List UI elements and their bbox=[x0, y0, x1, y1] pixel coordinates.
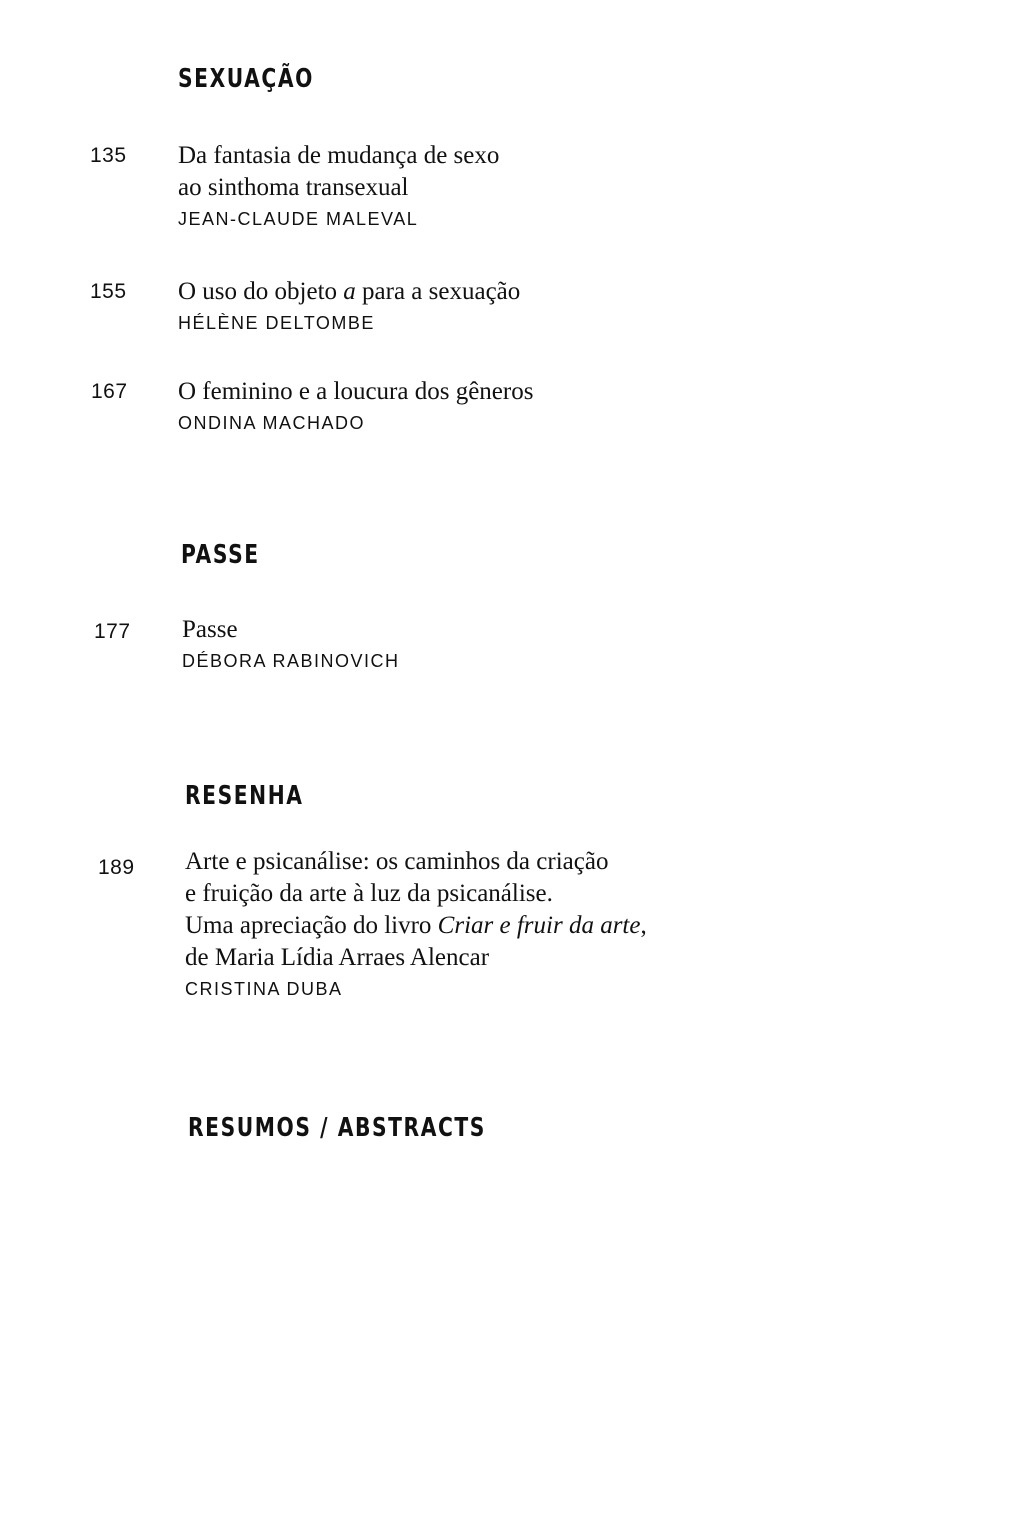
entry-title-line: O uso do objeto a para a sexuação bbox=[178, 278, 521, 305]
entry-author: JEAN-CLAUDE MALEVAL bbox=[178, 209, 419, 229]
entry-title-line: e fruição da arte à luz da psicanálise. bbox=[185, 880, 553, 907]
entry-body bbox=[185, 846, 647, 1002]
entry-title-line: Da fantasia de mudança de sexo bbox=[178, 142, 500, 169]
page-number: 189 bbox=[98, 856, 135, 879]
entry-title-line: ao sinthoma transexual bbox=[178, 174, 409, 201]
page-number: 155 bbox=[90, 280, 127, 303]
page-number: 177 bbox=[94, 620, 131, 643]
entry-title-line: Passe bbox=[182, 616, 238, 643]
entry-body bbox=[178, 276, 520, 336]
entry-body bbox=[182, 614, 400, 674]
entry-title-line: Arte e psicanálise: os caminhos da criação bbox=[185, 848, 609, 875]
entry-author: DÉBORA RABINOVICH bbox=[182, 651, 400, 671]
entry-body bbox=[178, 376, 533, 436]
section-heading-resumos-abstracts: RESUMOS / ABSTRACTS bbox=[188, 1113, 486, 1143]
entry-title-line: Uma apreciação do livro Criar e fruir da arte, bbox=[185, 912, 647, 939]
page-number: 167 bbox=[91, 380, 128, 403]
section-heading-passe: PASSE bbox=[181, 540, 260, 570]
section-heading-sexuacao: SEXUAÇÃO bbox=[178, 64, 314, 94]
entry-author: ONDINA MACHADO bbox=[178, 413, 366, 433]
italic-book-title: Criar e fruir da arte bbox=[437, 912, 641, 939]
italic-object-a: a bbox=[343, 278, 356, 305]
entry-title-line: de Maria Lídia Arraes Alencar bbox=[185, 944, 490, 971]
page-number: 135 bbox=[90, 144, 127, 167]
entry-title-line: O feminino e a loucura dos gêneros bbox=[178, 378, 534, 405]
entry-author: CRISTINA DUBA bbox=[185, 979, 343, 999]
section-heading-resenha: RESENHA bbox=[185, 781, 304, 811]
entry-body bbox=[178, 140, 499, 232]
entry-author: HÉLÈNE DELTOMBE bbox=[178, 313, 375, 333]
